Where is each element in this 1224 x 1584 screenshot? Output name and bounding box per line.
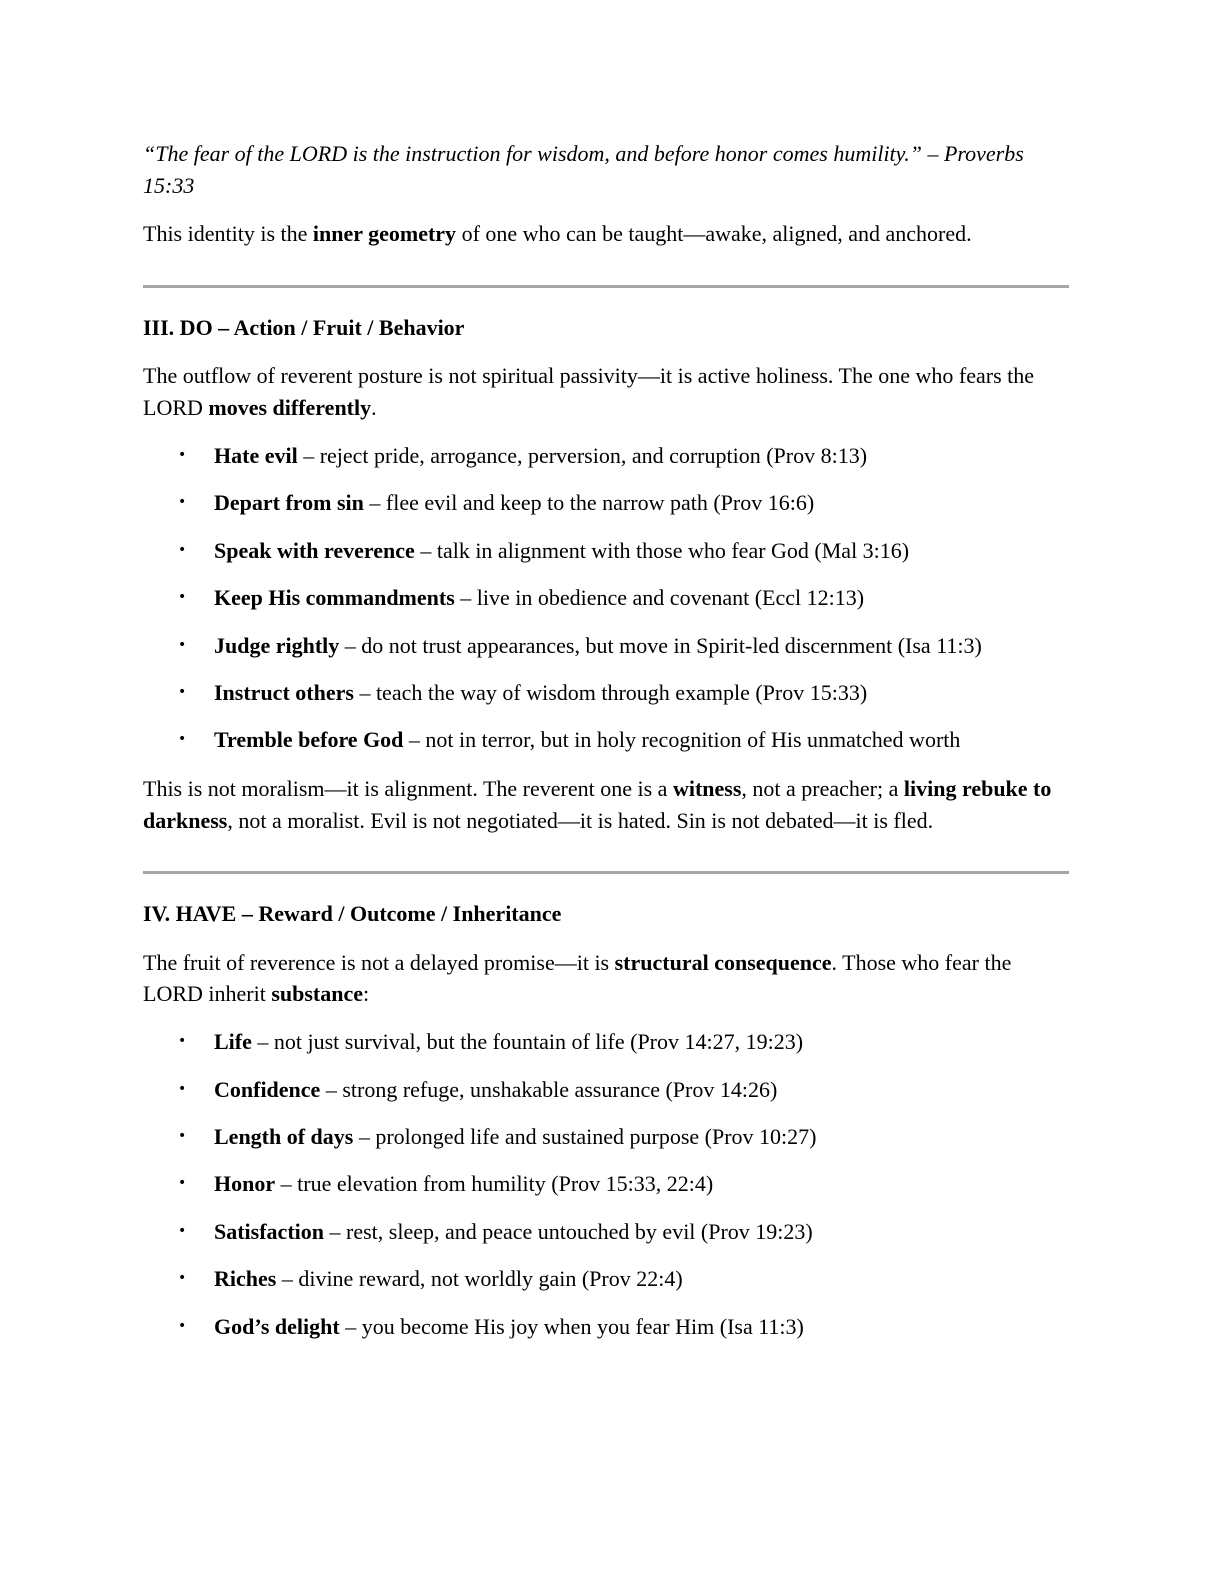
- list-item-desc: – flee evil and keep to the narrow path (Prov 16:6): [363, 490, 815, 516]
- list-item-desc: – do not trust appearances, but move in Spirit-led discernment (Isa 11:3): [339, 632, 982, 658]
- have-intro-text-1: The fruit of reverence is not a delayed promise—it is: [143, 949, 615, 975]
- have-intro-bold-2: substance: [271, 981, 364, 1007]
- list-item-term: Keep His commandments: [214, 585, 455, 611]
- do-intro-bold-1: moves differently: [208, 394, 372, 420]
- list-item: [143, 677, 1069, 709]
- do-intro-text-1: The outflow of reverent posture is not spiritual passivity—it is active holiness. The one who fears the LORD: [143, 363, 1035, 420]
- list-item-desc: – true elevation from humility (Prov 15:33, 22:4): [275, 1171, 714, 1197]
- list-item-desc: – reject pride, arrogance, perversion, and corruption (Prov 8:13): [297, 442, 868, 468]
- do-list: [143, 440, 1069, 757]
- bullet-icon: •: [178, 541, 187, 558]
- list-item-term: Life: [214, 1029, 252, 1055]
- section-divider-2: [143, 871, 1069, 874]
- have-intro-text-2: . Those who fear the LORD inherit: [143, 949, 1012, 1007]
- section-divider-1: [143, 285, 1069, 288]
- have-intro-paragraph: [143, 947, 1069, 1010]
- list-item-desc: – you become His joy when you fear Him (Isa 11:3): [339, 1313, 804, 1339]
- do-closing-paragraph: [143, 773, 1069, 836]
- list-item-desc: – live in obedience and covenant (Eccl 12:13): [454, 585, 865, 611]
- list-item-term: Depart from sin: [214, 490, 364, 516]
- do-closing-text-1: This is not moralism—it is alignment. The reverent one is a: [143, 776, 673, 802]
- do-intro-text-2: .: [371, 394, 377, 420]
- do-closing-bold-1: witness: [672, 776, 742, 802]
- list-item-desc: – talk in alignment with those who fear God (Mal 3:16): [414, 537, 910, 563]
- identity-text-1: This identity is the: [143, 221, 313, 247]
- have-intro-bold-1: structural consequence: [614, 949, 832, 975]
- list-item: [143, 440, 1069, 472]
- list-item-desc: – divine reward, not worldly gain (Prov 22:4): [276, 1266, 683, 1292]
- list-item-term: Riches: [214, 1266, 277, 1292]
- list-item: [143, 630, 1069, 662]
- list-item-term: Hate evil: [214, 442, 298, 468]
- identity-bold-1: inner geometry: [312, 221, 457, 247]
- do-closing-text-3: , not a moralist. Evil is not negotiated—it is hated. Sin is not debated—it is fled.: [227, 807, 934, 833]
- section-heading-do: III. DO – Action / Fruit / Behavior: [143, 314, 465, 340]
- list-item-term: Judge rightly: [214, 632, 340, 658]
- document-page: [143, 138, 1069, 1343]
- list-item: [143, 1216, 1069, 1248]
- proverbs-quote: “The fear of the LORD is the instruction for wisdom, and before honor comes humility.” – Proverbs 15:33: [143, 141, 1024, 198]
- do-intro-paragraph: [143, 360, 1069, 423]
- bullet-icon: •: [178, 731, 187, 748]
- list-item-desc: – not just survival, but the fountain of life (Prov 14:27, 19:23): [251, 1029, 804, 1055]
- list-item-term: God’s delight: [214, 1313, 340, 1339]
- bullet-icon: •: [178, 1080, 187, 1097]
- list-item-term: Length of days: [214, 1124, 354, 1149]
- list-item-desc: – not in terror, but in holy recognition of His unmatched worth: [403, 727, 961, 753]
- list-item: [143, 1026, 1069, 1058]
- have-intro-text-3: :: [363, 981, 370, 1007]
- list-item: [143, 1121, 1069, 1153]
- list-item: [143, 582, 1069, 614]
- bullet-icon: •: [178, 1317, 187, 1334]
- list-item: [143, 1168, 1069, 1200]
- list-item-term: Honor: [214, 1171, 276, 1197]
- identity-text-2: of one who can be taught—awake, aligned, and anchored.: [456, 221, 972, 247]
- list-item: [143, 1074, 1069, 1106]
- list-item: [143, 1263, 1069, 1295]
- list-item-desc: – prolonged life and sustained purpose (Prov 10:27): [353, 1124, 817, 1149]
- bullet-icon: •: [178, 589, 187, 606]
- list-item: [143, 487, 1069, 519]
- list-item-desc: – strong refuge, unshakable assurance (Prov 14:26): [320, 1076, 778, 1102]
- bullet-icon: •: [178, 1175, 187, 1192]
- do-closing-bold-2: living rebuke to darkness: [143, 776, 1052, 833]
- list-item-term: Confidence: [214, 1076, 321, 1102]
- bullet-icon: •: [178, 494, 187, 511]
- list-item-term: Tremble before God: [214, 727, 404, 753]
- section-heading-have: IV. HAVE – Reward / Outcome / Inheritance: [143, 901, 562, 927]
- list-item: [143, 535, 1069, 567]
- list-item-desc: – rest, sleep, and peace untouched by evil (Prov 19:23): [324, 1218, 813, 1244]
- bullet-icon: •: [178, 683, 187, 700]
- list-item: [143, 1311, 1069, 1343]
- bullet-icon: •: [178, 1270, 187, 1287]
- list-item-term: Speak with reverence: [214, 537, 415, 563]
- bullet-icon: •: [178, 1128, 187, 1144]
- bullet-icon: •: [178, 1222, 187, 1239]
- list-item-term: Satisfaction: [214, 1218, 324, 1244]
- list-item-term: Instruct others: [214, 679, 354, 705]
- have-list: [143, 1026, 1069, 1343]
- bullet-icon: •: [178, 446, 187, 463]
- list-item: [143, 724, 1069, 756]
- bullet-icon: •: [178, 636, 187, 653]
- bullet-icon: •: [178, 1033, 187, 1050]
- identity-paragraph: [143, 218, 1069, 250]
- list-item-desc: – teach the way of wisdom through example (Prov 15:33): [353, 679, 868, 705]
- do-closing-text-2: , not a preacher; a: [741, 776, 904, 802]
